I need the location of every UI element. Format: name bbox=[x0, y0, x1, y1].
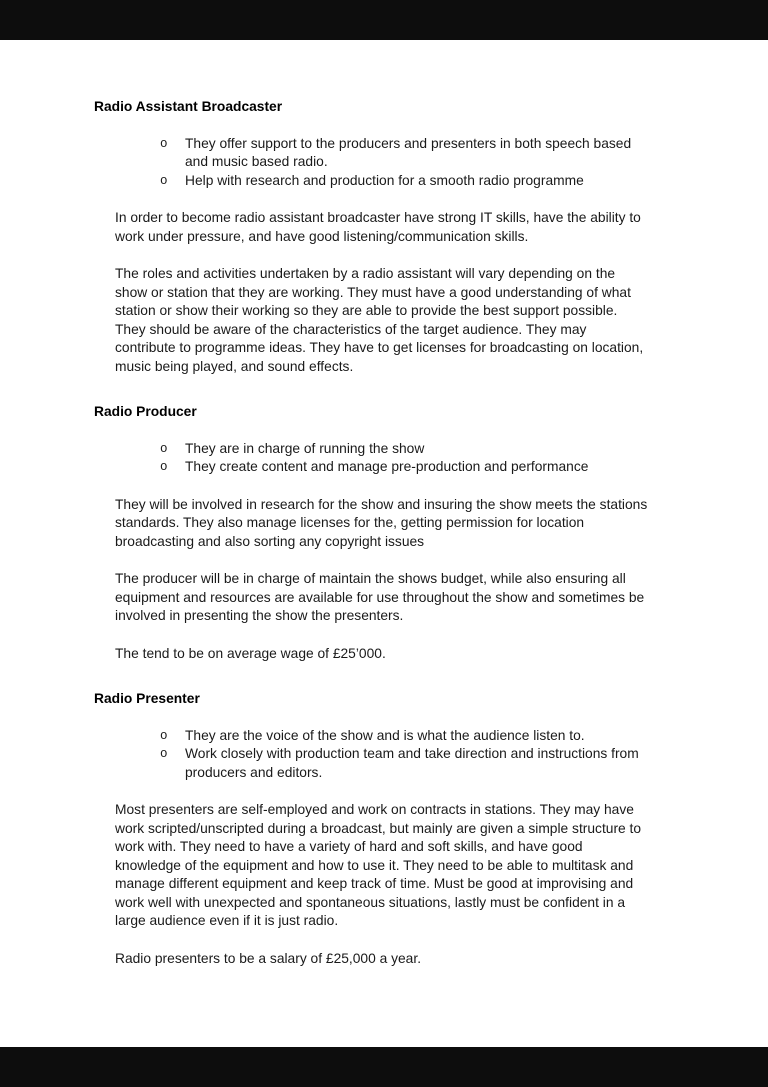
bullet-item bbox=[160, 727, 650, 746]
bullet-marker: o bbox=[160, 441, 168, 456]
bullet-list bbox=[94, 135, 650, 191]
section-heading: Radio Assistant Broadcaster bbox=[94, 99, 283, 114]
bullet-item bbox=[160, 135, 650, 172]
paragraph: In order to become radio assistant broadcaster have strong IT skills, have the ability to work under pressure, and have good listening/communication skills. bbox=[115, 210, 641, 244]
paragraph: Most presenters are self-employed and work on contracts in stations. They may have work scripted/unscripted during a broadcast, but mainly are given a simple structure to work with. They need to have a variety of hard and soft skills, and have good knowledge of the equipment and how to use it. They need to be able to multitask and manage different equipment and keep track of time. Must be good at improvising and work well with unexpected and spontaneous situations, lastly must be confident in a large audience even if it is just radio. bbox=[115, 802, 642, 928]
bullet-marker: o bbox=[160, 460, 168, 474]
paragraph: The roles and activities undertaken by a radio assistant will vary depending on the show or station that they are working. They must have a good understanding of what station or show their working so they are able to provide the best support possible. They should be aware of the characteristics of the target audience. They may contribute to programme ideas. They have to get licenses for broadcasting on location, music being played, and sound effects. bbox=[115, 266, 644, 374]
bullet-text: Help with research and production for a smooth radio programme bbox=[185, 172, 584, 188]
bullet-item bbox=[160, 458, 650, 477]
letterbox-top bbox=[0, 0, 768, 40]
bullet-text: They create content and manage pre-production and performance bbox=[185, 459, 589, 474]
paragraph: Radio presenters to be a salary of £25,000 a year. bbox=[115, 950, 422, 966]
bullet-text: They are in charge of running the show bbox=[185, 440, 425, 456]
bullet-marker: o bbox=[160, 747, 168, 761]
section-heading: Radio Producer bbox=[94, 404, 197, 419]
bullet-marker: o bbox=[160, 173, 168, 188]
bullet-marker: o bbox=[160, 136, 168, 151]
bullet-marker: o bbox=[160, 728, 168, 743]
bullet-list bbox=[94, 727, 650, 783]
bullet-text: They are the voice of the show and is what the audience listen to. bbox=[185, 727, 585, 743]
document-page bbox=[0, 40, 768, 1047]
paragraph: The producer will be in charge of maintain the shows budget, while also ensuring all equipment and resources are available for use throughout the show and sometimes be involved in presenting the show the presenters. bbox=[115, 571, 645, 623]
paragraph: The tend to be on average wage of £25’000. bbox=[115, 645, 386, 661]
bullet-text: They offer support to the producers and presenters in both speech based and music based radio. bbox=[185, 135, 632, 169]
bullet-text: Work closely with production team and take direction and instructions from producers and editors. bbox=[185, 746, 639, 780]
section-heading: Radio Presenter bbox=[94, 691, 200, 706]
bullet-item bbox=[160, 440, 650, 459]
section-radio-presenter bbox=[94, 690, 650, 968]
paragraph: They will be involved in research for the show and insuring the show meets the stations standards. They also manage licenses for the, getting permission for location broadcasting and also sorting any copyright issues bbox=[115, 496, 648, 549]
bullet-item bbox=[160, 172, 650, 191]
section-radio-assistant-broadcaster bbox=[94, 98, 650, 376]
bullet-item bbox=[160, 745, 650, 782]
letterbox-bottom bbox=[0, 1047, 768, 1087]
bullet-list bbox=[94, 440, 650, 477]
section-radio-producer bbox=[94, 403, 650, 663]
